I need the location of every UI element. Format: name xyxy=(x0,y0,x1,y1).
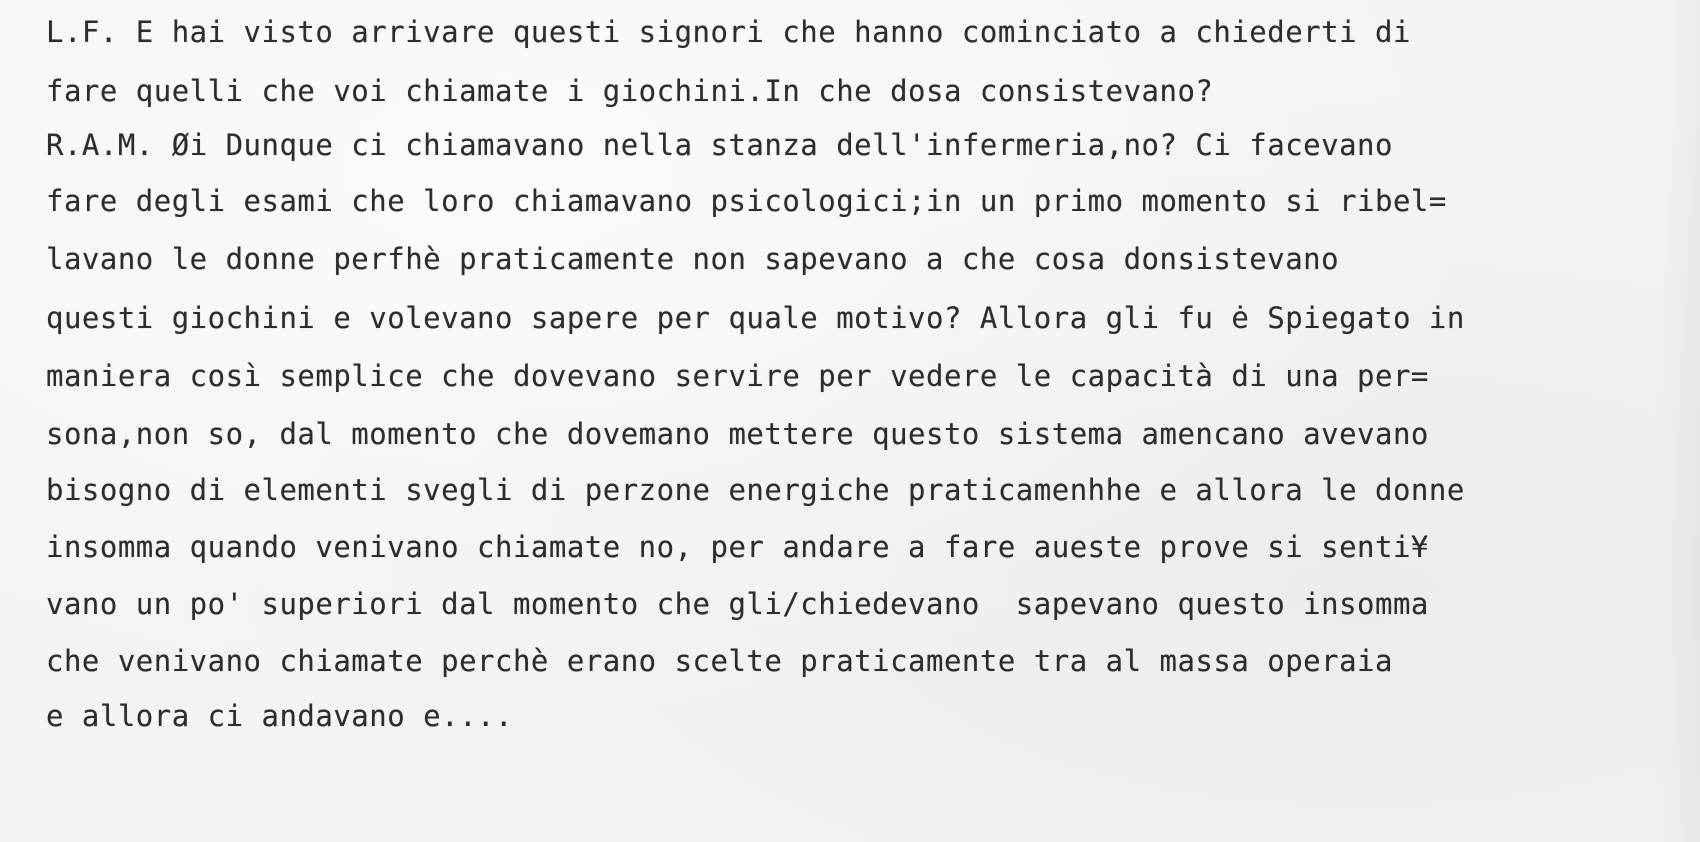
typed-line-11: vano un po' superiori dal momento che gli/chiedevano sapevano questo insomma xyxy=(46,587,1429,621)
typed-line-6: questi giochini e volevano sapere per quale motivo? Allora gli fu ė Spiegato in xyxy=(46,301,1465,335)
typed-line-3: R.A.M. Øi Dunque ci chiamavano nella stanza dell'infermeria,no? Ci facevano xyxy=(46,128,1393,162)
typed-line-4: fare degli esami che loro chiamavano psicologici;in un primo momento si ribel= xyxy=(46,184,1447,218)
typed-line-13: e allora ci andavano e.... xyxy=(46,699,513,733)
typed-line-9: bisogno di elementi svegli di perzone energiche praticamenhhe e allora le donne xyxy=(46,473,1465,507)
typed-line-1: L.F. E hai visto arrivare questi signori che hanno cominciato a chiederti di xyxy=(46,15,1411,49)
typed-line-2: fare quelli che voi chiamate i giochini.In che dosa consistevano? xyxy=(46,74,1214,108)
typed-line-10: insomma quando venivano chiamate no, per andare a fare aueste prove si senti¥ xyxy=(46,530,1429,564)
typed-line-12: che venivano chiamate perchè erano scelte praticamente tra al massa operaia xyxy=(46,644,1393,678)
typed-line-8: sona,non so, dal momento che dovemano mettere questo sistema amencano avevano xyxy=(46,417,1429,451)
typed-line-5: lavano le donne perfhè praticamente non sapevano a che cosa donsistevano xyxy=(46,242,1340,276)
page-edge-shadow xyxy=(1660,0,1700,842)
typed-line-7: maniera così semplice che dovevano servire per vedere le capacità di una per= xyxy=(46,359,1429,393)
